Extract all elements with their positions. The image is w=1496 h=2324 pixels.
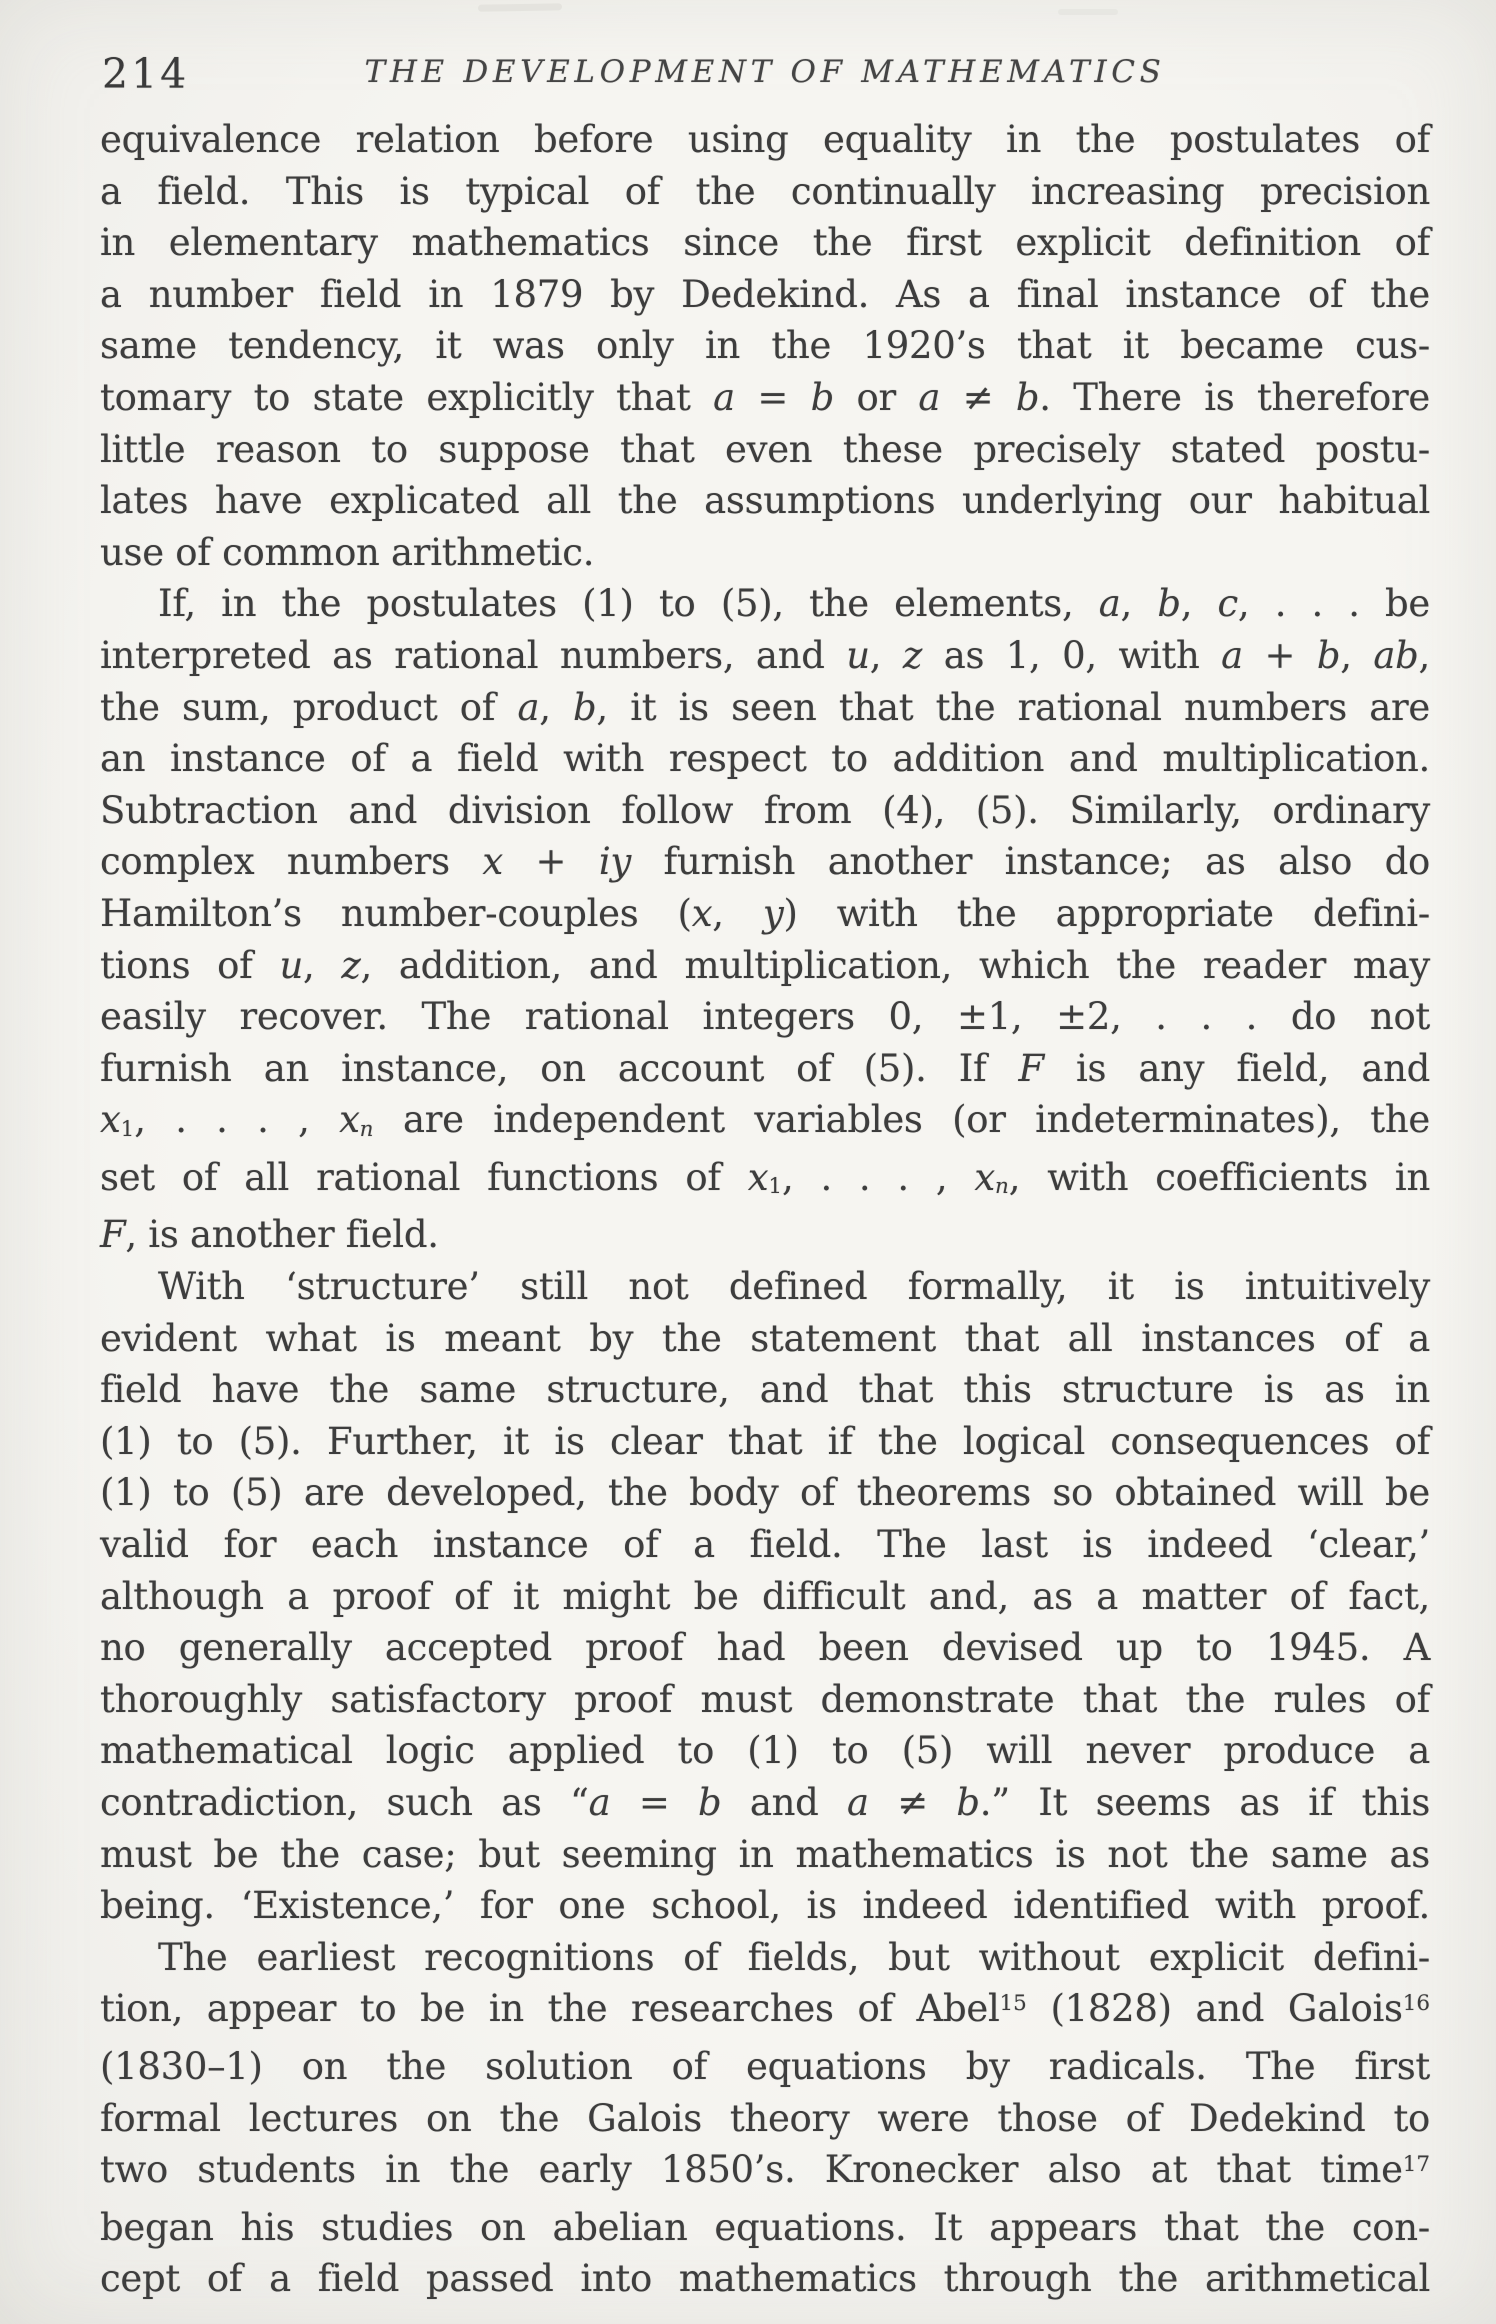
text-line — [100, 940, 1430, 992]
math-segment: n — [359, 1116, 374, 1142]
text-segment: interpreted as rational numbers, and — [100, 633, 847, 677]
text-line — [100, 888, 1430, 940]
math-segment: u — [279, 943, 303, 987]
page-number: 214 — [102, 50, 190, 98]
text-segment: (1830–1) on the solution of equations by radicals. The first — [100, 2044, 1430, 2088]
text-line — [100, 2041, 1430, 2093]
page-body — [100, 114, 1430, 2305]
text-line — [100, 1467, 1430, 1519]
text-segment: two students in the early 1850’s. Kronecker also at that time — [100, 2148, 1403, 2192]
math-segment: a — [918, 375, 941, 419]
text-line — [100, 1622, 1430, 1674]
text-segment: being. ‘Existence,’ for one school, is indeed identified with proof. — [100, 1884, 1430, 1928]
text-line — [100, 2093, 1430, 2145]
math-segment: a — [588, 1781, 611, 1824]
text-segment: cept of a field passed into mathematics through the arithmetical — [100, 2257, 1430, 2301]
text-segment: mathematical logic applied to (1) to (5) will never produce a — [100, 1729, 1430, 1773]
math-segment: b — [810, 375, 834, 419]
text-line — [100, 1261, 1430, 1313]
math-segment: 16 — [1402, 1991, 1430, 2017]
text-segment: (1) to (5) are developed, the body of theorems so obtained will be — [100, 1471, 1430, 1515]
math-segment: b — [956, 1781, 980, 1824]
math-segment: u — [846, 633, 870, 677]
text-line — [100, 166, 1430, 218]
text-segment: a field. This is typical of the continually increasing precision — [100, 169, 1430, 213]
text-line — [100, 1519, 1430, 1571]
text-line — [100, 836, 1430, 888]
text-line — [100, 1209, 1430, 1261]
text-line — [100, 527, 1430, 579]
text-segment: a number field in 1879 by Dedekind. As a final instance of the — [100, 272, 1430, 316]
text-segment: , . . . be — [1237, 582, 1430, 626]
math-segment: x — [974, 1155, 995, 1199]
text-segment: Subtraction and division follow from (4), (5). Similarly, ordinary — [100, 788, 1430, 832]
text-segment: If, in the postulates (1) to (5), the elements, — [158, 582, 1099, 626]
text-segment: , is another field. — [125, 1213, 439, 1257]
text-segment: and — [721, 1781, 847, 1824]
text-line — [100, 630, 1430, 682]
text-segment: (1) to (5). Further, it is clear that if the logical consequences of — [100, 1419, 1430, 1463]
math-segment: b — [1316, 633, 1341, 677]
math-segment: z — [902, 633, 923, 677]
text-segment: .” It seems as if this — [979, 1781, 1431, 1824]
text-segment: furnish an instance, on account of (5). If — [100, 1046, 1019, 1090]
text-segment: , . . . , — [781, 1155, 975, 1199]
text-segment: tomary to state explicitly that — [100, 375, 714, 419]
text-line — [100, 578, 1430, 630]
text-segment: valid for each instance of a field. The last is indeed ‘clear,’ — [100, 1523, 1430, 1567]
text-segment: . There is therefore — [1039, 375, 1430, 419]
text-segment: , — [712, 891, 763, 935]
text-segment: no generally accepted proof had been devised up to 1945. A — [100, 1626, 1430, 1670]
scan-artifact — [478, 3, 562, 11]
math-segment: c — [1217, 582, 1238, 626]
text-line — [100, 475, 1430, 527]
text-segment: field have the same structure, and that this structure is as in — [100, 1368, 1430, 1412]
math-segment: b — [1015, 375, 1040, 419]
math-segment: x — [339, 1098, 360, 1142]
text-segment: is any field, and — [1043, 1046, 1430, 1090]
math-segment: 1 — [768, 1174, 782, 1200]
text-segment: evident what is meant by the statement that all instances of a — [100, 1316, 1430, 1360]
text-line — [100, 1094, 1430, 1152]
text-line — [100, 1313, 1430, 1365]
text-line — [100, 424, 1430, 476]
text-segment: an instance of a field with respect to addition and multiplication. — [100, 737, 1430, 781]
text-segment: , — [539, 685, 574, 729]
text-segment: thoroughly satisfactory proof must demonstrate that the rules of — [100, 1677, 1430, 1721]
math-segment: a — [1221, 633, 1243, 677]
text-segment: ≠ — [940, 375, 1016, 419]
scan-artifact — [1058, 9, 1118, 15]
math-segment: ab — [1373, 633, 1419, 677]
text-segment: easily recover. The rational integers 0, ±1, ±2, . . . do not — [100, 995, 1430, 1039]
text-line — [100, 785, 1430, 837]
math-segment: y — [762, 891, 784, 935]
text-line — [100, 320, 1430, 372]
math-segment: a — [713, 375, 735, 419]
text-segment: , — [1180, 582, 1218, 626]
text-segment: contradiction, such as “ — [100, 1781, 589, 1824]
math-segment: 1 — [120, 1116, 135, 1142]
text-line — [100, 733, 1430, 785]
paragraph — [100, 1932, 1430, 2305]
text-segment: With ‘structure’ still not defined formally, it is intuitively — [158, 1265, 1430, 1309]
math-segment: iy — [598, 840, 631, 884]
text-line — [100, 1416, 1430, 1468]
text-line — [100, 1829, 1430, 1881]
text-line — [100, 1880, 1430, 1932]
text-segment: , — [1120, 582, 1158, 626]
text-segment: + — [502, 840, 599, 884]
math-segment: x — [747, 1155, 769, 1199]
text-segment: although a proof of it might be difficult and, as a matter of fact, — [100, 1574, 1430, 1618]
text-segment: in elementary mathematics since the first explicit definition of — [100, 221, 1430, 265]
text-line — [100, 1674, 1430, 1726]
text-segment: lates have explicated all the assumptions underlying our habitual — [100, 479, 1430, 523]
text-line — [100, 991, 1430, 1043]
text-line — [100, 217, 1430, 269]
text-segment: are independent variables (or indeterminates), the — [373, 1098, 1430, 1142]
running-title: THE DEVELOPMENT OF MATHEMATICS — [364, 54, 1166, 90]
text-segment: , — [1340, 633, 1374, 677]
text-segment: must be the case; but seeming in mathematics is not the same as — [100, 1832, 1430, 1876]
text-line — [100, 1725, 1430, 1777]
math-segment: n — [994, 1174, 1009, 1200]
text-segment: ) with the appropriate defini- — [783, 891, 1430, 935]
text-line — [100, 2253, 1430, 2305]
text-line — [100, 682, 1430, 734]
text-segment: The earliest recognitions of fields, but without explicit defini- — [158, 1935, 1430, 1979]
text-line — [100, 1983, 1430, 2041]
text-segment: tions of — [100, 943, 280, 987]
text-line — [100, 1364, 1430, 1416]
text-segment: or — [833, 375, 919, 419]
text-segment: use of common arithmetic. — [100, 530, 595, 574]
text-segment: set of all rational functions of — [100, 1155, 748, 1199]
text-segment: equivalence relation before using equality in the postulates of — [100, 118, 1430, 161]
text-line — [100, 1152, 1430, 1210]
math-segment: b — [698, 1781, 722, 1824]
math-segment: 17 — [1402, 2152, 1430, 2177]
math-segment: b — [573, 685, 597, 729]
math-segment: a — [517, 685, 540, 729]
math-segment: 15 — [999, 1991, 1027, 2017]
text-segment: complex numbers — [100, 840, 483, 884]
math-segment: z — [341, 943, 361, 987]
text-line — [100, 114, 1430, 166]
text-segment: the sum, product of — [100, 685, 518, 729]
math-segment: F — [1018, 1046, 1044, 1090]
paragraph — [100, 114, 1430, 578]
text-line — [100, 1932, 1430, 1984]
text-segment: , — [869, 633, 903, 677]
paragraph — [100, 578, 1430, 1261]
math-segment: b — [1157, 582, 1181, 626]
text-segment: , addition, and multiplication, which the reader may — [360, 943, 1430, 987]
math-segment: F — [100, 1213, 126, 1257]
text-segment: = — [734, 375, 811, 419]
math-segment: x — [691, 891, 713, 935]
text-segment: + — [1242, 633, 1317, 677]
text-segment: , it is seen that the rational numbers are — [596, 685, 1430, 729]
text-segment: as 1, 0, with — [922, 633, 1222, 677]
text-line — [100, 2144, 1430, 2202]
text-segment: , with coefficients in — [1008, 1155, 1430, 1199]
math-segment: x — [482, 840, 503, 884]
text-segment: = — [610, 1781, 699, 1824]
text-line — [100, 1043, 1430, 1095]
text-segment: little reason to suppose that even these precisely stated postu- — [100, 427, 1430, 471]
text-line — [100, 2202, 1430, 2254]
text-segment: Hamilton’s number-couples ( — [100, 891, 692, 935]
text-segment: began his studies on abelian equations. It appears that the con- — [100, 2205, 1430, 2249]
text-line — [100, 1777, 1430, 1829]
text-line — [100, 372, 1430, 424]
text-segment: tion, appear to be in the researches of Abel — [100, 1987, 1000, 2031]
text-line — [100, 1571, 1430, 1623]
text-segment: formal lectures on the Galois theory were those of Dedekind to — [100, 2096, 1430, 2140]
math-segment: x — [100, 1098, 121, 1142]
page-header — [100, 48, 1430, 96]
paragraph — [100, 1261, 1430, 1932]
text-segment: , — [302, 943, 342, 987]
text-segment: , — [1418, 633, 1430, 677]
math-segment: a — [846, 1781, 869, 1824]
text-segment: , . . . , — [134, 1098, 340, 1142]
math-segment: a — [1098, 582, 1121, 626]
text-line — [100, 269, 1430, 321]
text-segment: same tendency, it was only in the 1920’s that it became cus- — [100, 324, 1430, 368]
text-segment: furnish another instance; as also do — [630, 840, 1431, 884]
text-segment: (1828) and Galois — [1026, 1987, 1403, 2031]
text-segment: ≠ — [868, 1781, 957, 1824]
